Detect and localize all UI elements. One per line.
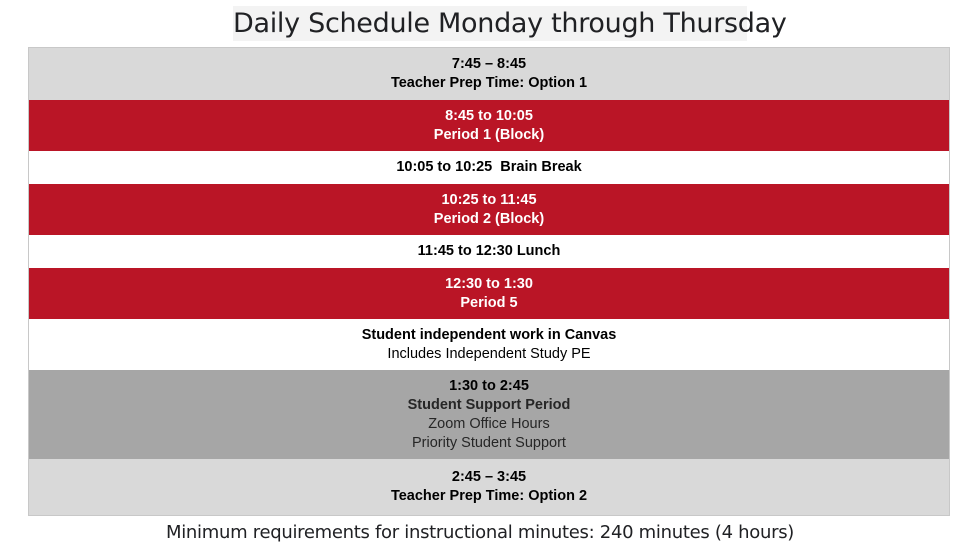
row-label: 11:45 to 12:30 Lunch bbox=[417, 243, 561, 259]
row-label: Student independent work in Canvas bbox=[361, 326, 617, 343]
row-note: Priority Student Support bbox=[412, 434, 566, 451]
row-label: 10:05 to 10:25 Brain Break bbox=[396, 159, 582, 175]
time-range: 2:45 – 3:45 bbox=[451, 469, 527, 485]
time-range: 1:30 to 2:45 bbox=[449, 377, 529, 394]
schedule-row-period-1 bbox=[29, 100, 949, 151]
schedule-row-period-2 bbox=[29, 184, 949, 235]
row-label: Student Support Period bbox=[407, 396, 571, 413]
time-range: 12:30 to 1:30 bbox=[445, 275, 533, 292]
row-label: Period 5 bbox=[460, 294, 518, 311]
schedule-row-canvas-work bbox=[29, 319, 949, 370]
page-title: Daily Schedule Monday through Thursday bbox=[233, 8, 787, 39]
time-range: 8:45 to 10:05 bbox=[445, 107, 533, 124]
schedule-row-brain-break bbox=[29, 151, 949, 184]
time-range: 10:25 to 11:45 bbox=[441, 191, 537, 208]
row-label: Teacher Prep Time: Option 2 bbox=[390, 488, 588, 504]
row-label: Period 2 (Block) bbox=[433, 210, 545, 227]
schedule-row-prep-2 bbox=[29, 459, 949, 515]
row-label: Teacher Prep Time: Option 1 bbox=[390, 75, 588, 91]
schedule-row-prep-1 bbox=[29, 48, 949, 100]
time-range: 7:45 – 8:45 bbox=[451, 56, 527, 72]
schedule-row-lunch bbox=[29, 235, 949, 268]
row-note: Zoom Office Hours bbox=[428, 415, 550, 432]
schedule-table bbox=[28, 47, 950, 516]
schedule-row-period-5 bbox=[29, 268, 949, 319]
schedule-row-student-support bbox=[29, 370, 949, 459]
row-label: Period 1 (Block) bbox=[433, 126, 545, 143]
row-note: Includes Independent Study PE bbox=[387, 345, 591, 362]
footer-note: Minimum requirements for instructional minutes: 240 minutes (4 hours) bbox=[166, 522, 794, 543]
